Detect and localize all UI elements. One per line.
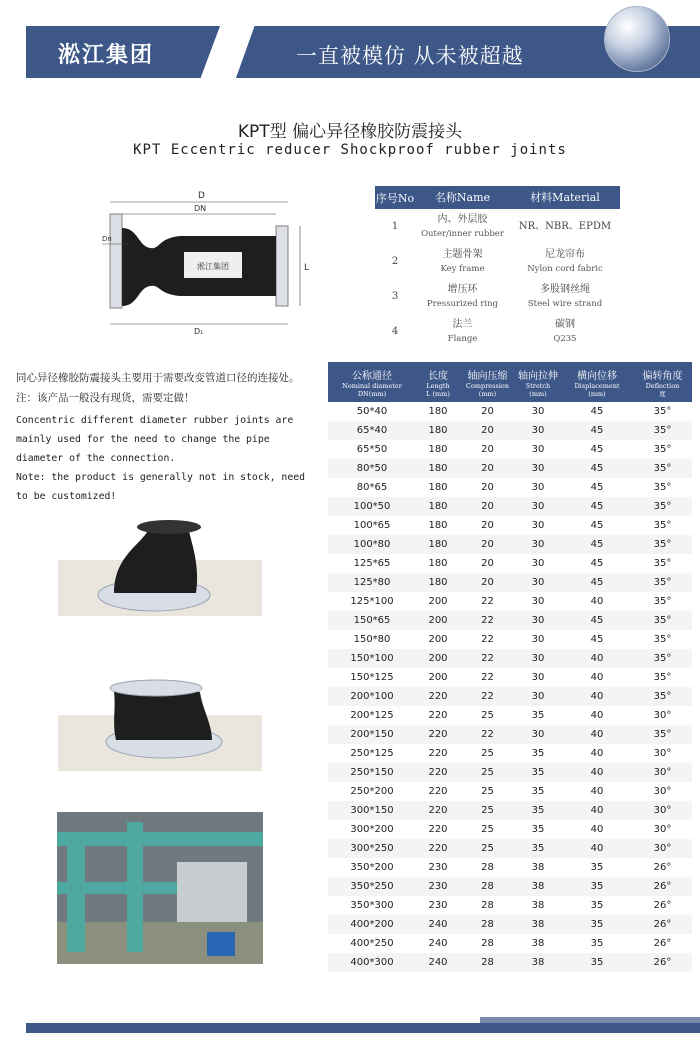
spec-cell: 20	[481, 577, 494, 588]
spec-cell: 45	[590, 520, 604, 531]
materials-name-cn: 内、外层胶	[437, 213, 488, 225]
spec-cell: 26°	[653, 957, 672, 968]
technical-drawing	[98, 186, 320, 336]
spec-cell: 40	[590, 653, 604, 664]
spec-cell: 25	[481, 843, 494, 854]
spec-cell: 22	[481, 596, 494, 607]
spec-cell: 35°	[653, 463, 672, 474]
spec-cell: 22	[481, 691, 494, 702]
spec-cell: 45	[590, 425, 604, 436]
materials-row	[375, 279, 620, 314]
spec-header-cell	[328, 362, 416, 402]
spec-cell: 35	[531, 843, 545, 854]
spec-cell: 220	[428, 729, 448, 740]
materials-name-cn: 法兰	[452, 318, 473, 330]
spec-cell: 35°	[653, 501, 672, 512]
description-en	[16, 411, 316, 506]
spec-cell: 180	[428, 558, 448, 569]
materials-no: 1	[391, 221, 399, 232]
materials-name-en: Outer/inner rubber	[421, 228, 504, 239]
product-photo-1-joint	[92, 515, 212, 620]
product-photo-2-joint	[100, 668, 230, 768]
spec-row	[328, 421, 692, 440]
spec-cell: 45	[590, 501, 604, 512]
spec-cell: 40	[590, 710, 604, 721]
spec-header-cell	[633, 362, 692, 402]
page-title-cn: KPT型 偏心异径橡胶防震接头	[237, 122, 463, 142]
spec-cell: 22	[481, 653, 494, 664]
materials-name-en: Flange	[447, 333, 478, 344]
spec-cell: 40	[590, 596, 604, 607]
spec-cell: 230	[428, 881, 448, 892]
spec-cell: 150*80	[353, 634, 391, 645]
spec-cell: 45	[590, 406, 604, 417]
spec-header-cell	[561, 362, 633, 402]
spec-cell: 20	[481, 539, 494, 550]
spec-cell: 20	[481, 558, 494, 569]
spec-cell: 35	[531, 767, 545, 778]
spec-header-unit: (mm)	[478, 389, 497, 398]
materials-name	[415, 283, 510, 311]
materials-material	[510, 283, 620, 311]
spec-cell: 30	[531, 672, 545, 683]
spec-row	[328, 953, 692, 972]
spec-cell: 28	[481, 900, 494, 911]
description-cn	[16, 368, 316, 408]
spec-cell: 30	[531, 691, 545, 702]
spec-cell: 40	[590, 786, 604, 797]
materials-name-cn: 主题骨架	[442, 248, 483, 260]
spec-cell: 35	[531, 824, 545, 835]
spec-cell: 22	[481, 672, 494, 683]
materials-row	[375, 244, 620, 279]
spec-cell: 35°	[653, 634, 672, 645]
spec-cell: 35°	[653, 577, 672, 588]
materials-header-no: 序号No	[375, 191, 415, 205]
spec-row	[328, 478, 692, 497]
spec-cell: 30°	[653, 805, 672, 816]
spec-cell: 22	[481, 615, 494, 626]
materials-material-cn: NR、NBR、EPDM	[518, 220, 612, 232]
spec-cell: 20	[481, 406, 494, 417]
spec-cell: 200	[428, 615, 448, 626]
materials-material-cn: 尼龙帘布	[545, 248, 585, 260]
spec-cell: 230	[428, 900, 448, 911]
materials-table	[375, 186, 620, 349]
spec-cell: 35	[531, 805, 545, 816]
materials-material-en: Nylon cord fabric	[527, 263, 603, 274]
spec-cell: 35°	[653, 539, 672, 550]
spec-cell: 26°	[653, 938, 672, 949]
spec-cell: 30	[531, 577, 545, 588]
spec-header-en: Length	[426, 381, 450, 390]
spec-cell: 30	[531, 463, 545, 474]
spec-cell: 30	[531, 406, 545, 417]
spec-cell: 220	[428, 843, 448, 854]
spec-cell: 40	[590, 748, 604, 759]
spec-cell: 40	[590, 729, 604, 740]
spec-cell: 50*40	[356, 406, 388, 417]
spec-cell: 45	[590, 577, 604, 588]
label-L: L	[304, 263, 310, 273]
spec-cell: 180	[428, 577, 448, 588]
spec-header-unit: (mm)	[529, 389, 547, 398]
spec-cell: 38	[531, 900, 545, 911]
spec-cell: 40	[590, 805, 604, 816]
spec-header-cn: 轴向拉伸	[518, 370, 558, 382]
spec-header-unit: 度	[659, 389, 666, 398]
spec-header-unit: (mm)	[588, 389, 606, 398]
spec-cell: 220	[428, 691, 448, 702]
materials-name	[415, 213, 510, 241]
spec-cell: 35°	[653, 444, 672, 455]
spec-cell: 45	[590, 558, 604, 569]
spec-cell: 250*200	[350, 786, 394, 797]
spec-cell: 30°	[653, 843, 672, 854]
spec-cell: 250*125	[350, 748, 394, 759]
spec-cell: 300*150	[350, 805, 394, 816]
globe-icon	[604, 6, 670, 72]
spec-cell: 35°	[653, 691, 672, 702]
spec-cell: 200	[428, 634, 448, 645]
spec-cell: 45	[590, 463, 604, 474]
spec-cell: 35°	[653, 406, 672, 417]
spec-cell: 26°	[653, 919, 672, 930]
spec-cell: 30°	[653, 710, 672, 721]
spec-cell: 100*80	[353, 539, 391, 550]
brand-name: 淞江集团	[58, 43, 155, 68]
spec-cell: 35°	[653, 672, 672, 683]
materials-name-en: Key frame	[440, 263, 485, 274]
spec-cell: 40	[590, 824, 604, 835]
spec-cell: 150*65	[353, 615, 391, 626]
description-en-line2: Note: the product is generally not in stock, need to be customized!	[16, 472, 306, 502]
spec-cell: 35	[531, 710, 545, 721]
spec-cell: 45	[590, 482, 604, 493]
materials-no: 2	[391, 256, 399, 267]
spec-cell: 200*150	[350, 729, 394, 740]
spec-header-cn: 轴向压缩	[467, 370, 508, 382]
spec-cell: 35°	[653, 558, 672, 569]
spec-cell: 25	[481, 824, 494, 835]
spec-row	[328, 687, 692, 706]
spec-cell: 25	[481, 748, 494, 759]
spec-row	[328, 744, 692, 763]
spec-cell: 230	[428, 862, 448, 873]
spec-cell: 30	[531, 425, 545, 436]
spec-header-cell	[515, 362, 561, 402]
spec-cell: 35	[590, 919, 604, 930]
spec-cell: 300*200	[350, 824, 394, 835]
spec-cell: 220	[428, 824, 448, 835]
spec-row	[328, 649, 692, 668]
spec-cell: 180	[428, 444, 448, 455]
spec-row	[328, 782, 692, 801]
spec-cell: 35°	[653, 615, 672, 626]
spec-cell: 35	[590, 900, 604, 911]
spec-header-cell	[416, 362, 460, 402]
spec-cell: 28	[481, 881, 494, 892]
spec-cell: 180	[428, 406, 448, 417]
spec-cell: 100*65	[353, 520, 391, 531]
materials-no: 4	[391, 326, 399, 337]
spec-cell: 200*125	[350, 710, 394, 721]
spec-cell: 38	[531, 881, 545, 892]
materials-material-en: Steel wire strand	[527, 298, 603, 309]
materials-row	[375, 209, 620, 244]
spec-table	[328, 362, 692, 972]
spec-cell: 200	[428, 653, 448, 664]
spec-cell: 30	[531, 501, 545, 512]
spec-cell: 125*65	[353, 558, 391, 569]
spec-cell: 125*100	[350, 596, 394, 607]
spec-cell: 30°	[653, 824, 672, 835]
spec-row	[328, 459, 692, 478]
spec-cell: 28	[481, 938, 494, 949]
spec-cell: 220	[428, 805, 448, 816]
spec-header-cn: 横向位移	[577, 370, 617, 382]
materials-header	[375, 186, 620, 209]
spec-cell: 20	[481, 482, 494, 493]
spec-cell: 240	[428, 919, 448, 930]
spec-header-en: Displacement	[574, 381, 620, 390]
right-flange	[276, 226, 288, 306]
spec-row	[328, 611, 692, 630]
spec-cell: 200	[428, 672, 448, 683]
spec-cell: 400*200	[350, 919, 394, 930]
spec-cell: 240	[428, 957, 448, 968]
spec-row	[328, 877, 692, 896]
spec-row	[328, 915, 692, 934]
spec-cell: 35°	[653, 482, 672, 493]
spec-row	[328, 497, 692, 516]
spec-cell: 220	[428, 767, 448, 778]
spec-cell: 200*100	[350, 691, 394, 702]
spec-cell: 35°	[653, 729, 672, 740]
spec-cell: 26°	[653, 862, 672, 873]
spec-cell: 400*300	[350, 957, 394, 968]
spec-header-unit: DN(mm)	[357, 389, 387, 398]
spec-cell: 45	[590, 634, 604, 645]
spec-row	[328, 402, 692, 421]
spec-cell: 180	[428, 425, 448, 436]
materials-header-name: 名称Name	[434, 190, 491, 204]
spec-cell: 30°	[653, 786, 672, 797]
spec-cell: 25	[481, 805, 494, 816]
spec-header-cn: 偏转角度	[642, 370, 683, 382]
spec-cell: 35	[590, 881, 604, 892]
spec-cell: 25	[481, 710, 494, 721]
spec-cell: 35°	[653, 520, 672, 531]
spec-row	[328, 820, 692, 839]
spec-cell: 35	[590, 957, 604, 968]
installation-photo	[57, 812, 263, 964]
materials-name-en: Pressurized ring	[426, 298, 499, 309]
materials-row	[375, 314, 620, 349]
spec-row	[328, 516, 692, 535]
spec-row	[328, 668, 692, 687]
spec-row	[328, 630, 692, 649]
spec-cell: 400*250	[350, 938, 394, 949]
label-Dn: Dn	[102, 235, 112, 243]
materials-name-cn: 增压环	[447, 283, 478, 295]
spec-cell: 30	[531, 729, 545, 740]
spec-cell: 35	[590, 862, 604, 873]
spec-cell: 35	[531, 786, 545, 797]
spec-cell: 28	[481, 919, 494, 930]
label-D1: D₁	[194, 327, 204, 336]
page-title-en: KPT Eccentric reducer Shockproof rubber joints	[133, 142, 567, 158]
spec-cell: 35°	[653, 425, 672, 436]
spec-cell: 150*125	[350, 672, 394, 683]
spec-cell: 20	[481, 425, 494, 436]
spec-cell: 30	[531, 482, 545, 493]
spec-cell: 80*65	[356, 482, 388, 493]
spec-cell: 20	[481, 501, 494, 512]
materials-material	[510, 248, 620, 276]
spec-cell: 35	[531, 748, 545, 759]
spec-cell: 40	[590, 691, 604, 702]
spec-cell: 30	[531, 558, 545, 569]
footer-band	[26, 1023, 700, 1033]
spec-cell: 40	[590, 672, 604, 683]
spec-cell: 200	[428, 596, 448, 607]
spec-cell: 25	[481, 786, 494, 797]
spec-cell: 80*50	[356, 463, 388, 474]
spec-row	[328, 440, 692, 459]
spec-cell: 22	[481, 729, 494, 740]
materials-material-en: Q235	[553, 333, 577, 344]
spec-cell: 180	[428, 463, 448, 474]
spec-row	[328, 934, 692, 953]
spec-row	[328, 801, 692, 820]
spec-cell: 38	[531, 919, 545, 930]
materials-material-cn: 碳钢	[555, 318, 575, 330]
spec-cell: 35°	[653, 653, 672, 664]
spec-cell: 22	[481, 634, 494, 645]
left-flange	[110, 214, 122, 308]
spec-cell: 125*80	[353, 577, 391, 588]
spec-cell: 28	[481, 862, 494, 873]
spec-cell: 30	[531, 444, 545, 455]
spec-cell: 45	[590, 539, 604, 550]
spec-cell: 65*50	[356, 444, 388, 455]
spec-cell: 180	[428, 501, 448, 512]
spec-cell: 30°	[653, 748, 672, 759]
spec-cell: 30	[531, 539, 545, 550]
spec-cell: 40	[590, 767, 604, 778]
spec-cell: 30	[531, 520, 545, 531]
spec-header-unit: L (mm)	[426, 389, 450, 398]
spec-header-en: Nominal diameter	[342, 381, 402, 390]
spec-cell: 38	[531, 862, 545, 873]
spec-cell: 100*50	[353, 501, 391, 512]
spec-row	[328, 725, 692, 744]
description-cn-line2: 注：该产品一般没有现货，需要定做！	[16, 392, 195, 404]
description-cn-line1: 同心异径橡胶防震接头主要用于需要改变管道口径的连接处。	[16, 372, 300, 384]
spec-cell: 350*200	[350, 862, 394, 873]
spec-header	[328, 362, 692, 402]
spec-cell: 30	[531, 596, 545, 607]
materials-name	[415, 318, 510, 346]
materials-material	[510, 220, 620, 234]
spec-cell: 350*250	[350, 881, 394, 892]
materials-material	[510, 318, 620, 346]
spec-row	[328, 839, 692, 858]
spec-header-cell	[460, 362, 515, 402]
spec-cell: 26°	[653, 900, 672, 911]
spec-cell: 20	[481, 463, 494, 474]
materials-header-material: 材料Material	[530, 190, 600, 204]
spec-cell: 30	[531, 653, 545, 664]
drawing-brand-mark: 淞江集团	[197, 262, 229, 271]
spec-cell: 350*300	[350, 900, 394, 911]
spec-cell: 220	[428, 748, 448, 759]
spec-cell: 20	[481, 444, 494, 455]
materials-no: 3	[391, 291, 399, 302]
spec-cell: 150*100	[350, 653, 394, 664]
spec-cell: 20	[481, 520, 494, 531]
spec-cell: 65*40	[356, 425, 388, 436]
spec-cell: 28	[481, 957, 494, 968]
spec-cell: 30	[531, 634, 545, 645]
spec-row	[328, 706, 692, 725]
label-D: D	[198, 191, 205, 201]
spec-row	[328, 592, 692, 611]
label-DN: DN	[194, 204, 207, 213]
materials-material-cn: 多股钢丝绳	[540, 283, 590, 295]
spec-header-en: Deflection	[645, 381, 680, 390]
spec-cell: 180	[428, 482, 448, 493]
spec-cell: 38	[531, 957, 545, 968]
spec-cell: 250*150	[350, 767, 394, 778]
spec-cell: 30	[531, 615, 545, 626]
slogan: 一直被模仿 从未被超越	[296, 44, 524, 68]
spec-cell: 30°	[653, 767, 672, 778]
spec-cell: 240	[428, 938, 448, 949]
spec-header-cn: 公称通径	[352, 370, 392, 382]
spec-cell: 220	[428, 710, 448, 721]
spec-row	[328, 896, 692, 915]
spec-cell: 35	[590, 938, 604, 949]
spec-cell: 35°	[653, 596, 672, 607]
spec-header-cn: 长度	[428, 370, 448, 382]
spec-row	[328, 535, 692, 554]
spec-cell: 180	[428, 520, 448, 531]
spec-cell: 38	[531, 938, 545, 949]
spec-cell: 40	[590, 843, 604, 854]
spec-header-en: Stretch	[525, 381, 551, 390]
materials-name	[415, 248, 510, 276]
spec-row	[328, 858, 692, 877]
spec-cell: 180	[428, 539, 448, 550]
description-en-line1: Concentric different diameter rubber joints are mainly used for the need to change the pipe diameter of the connection.	[16, 415, 294, 464]
spec-header-en: Compression	[465, 381, 509, 390]
spec-row	[328, 763, 692, 782]
spec-cell: 45	[590, 615, 604, 626]
spec-row	[328, 573, 692, 592]
spec-cell: 26°	[653, 881, 672, 892]
spec-row	[328, 554, 692, 573]
spec-cell: 220	[428, 786, 448, 797]
spec-cell: 25	[481, 767, 494, 778]
spec-cell: 45	[590, 444, 604, 455]
spec-cell: 300*250	[350, 843, 394, 854]
